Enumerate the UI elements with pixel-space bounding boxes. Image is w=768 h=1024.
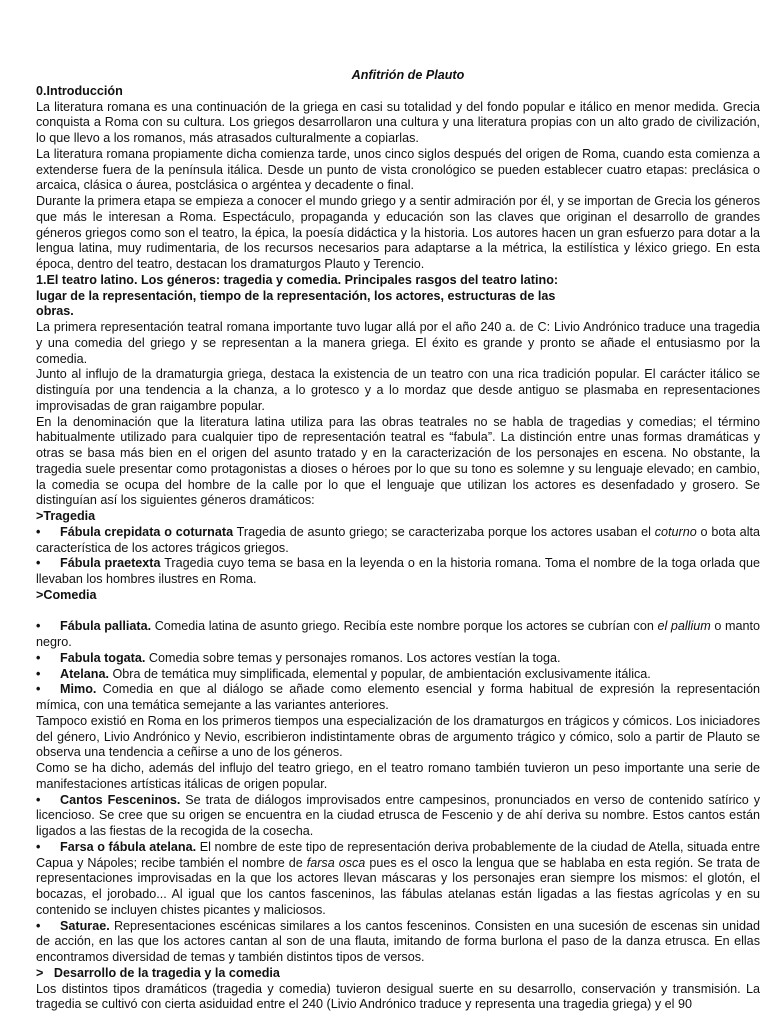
list-item-atelana-farsa: [36, 840, 760, 919]
list-item-praetexta: [36, 556, 760, 588]
section-heading-teatro-latino-line2: lugar de la representación, tiempo de la representación, los actores, estructuras de las: [36, 288, 556, 303]
term: Saturae.: [60, 918, 110, 933]
list-item-fesceninos: [36, 793, 760, 840]
list-item-mimo: [36, 682, 760, 714]
section-heading-introduccion: 0.Introducción: [36, 83, 123, 98]
definition: El nombre de este tipo de representación deriva probablemente de la ciudad de Atella, situada entre Capua y Nápoles; recibe también el nombre de: [36, 839, 760, 870]
emphasis: el pallium: [657, 619, 711, 634]
paragraph: En la denominación que la literatura latina utiliza para las obras teatrales no se habla de tragedias y comedias; el término habitualmente utilizado para cualquier tipo de representación teatral es “fabula”. La distinción entre unas formas dramáticas y otras se basa más bien en el origen del asunto tratado y en la caracterización de los personajes en escena. No obstante, la tragedia suele presentar como protagonistas a dioses o héroes por lo que su tono es solemne y su lenguaje elevado; en cambio, la comedia se ocupa del hombre de la calle por lo que el lenguaje que utilizan los actores es desenfadado y grosero. Se distinguían así los siguientes géneros dramáticos:: [36, 414, 760, 508]
paragraph: La literatura romana es una continuación de la griega en casi su totalidad y del fondo popular e itálico en menor medida. Grecia conquista a Roma con su cultura. Los griegos desarrollaron una cultura y una literatura propias con un alto grado de civilización, lo que llevo a los romanos, más atrasados culturalmente a copiarlas.: [36, 99, 760, 145]
bullet-icon: •: [36, 792, 41, 807]
term: Fábula crepidata o coturnata: [60, 524, 234, 539]
definition: Representaciones escénicas similares a los cantos fesceninos. Consisten en una sucesión de escenas sin unidad de acción, en las que los actores cantan al son de una flauta, imitando de forma burlona el paso de la danza etrusca. En ellas encontramos diversidad de temas y también distintos tipos de versos.: [36, 918, 760, 964]
list-item-palliata: [36, 619, 760, 651]
blank-line: [36, 604, 760, 620]
definition: o manto negro.: [36, 619, 761, 649]
list-item-atelana: [36, 667, 760, 683]
paragraph: Durante la primera etapa se empieza a conocer el mundo griego y a sentir admiración por él, y se importan de Grecia los géneros que más le interesan a Roma. Espectáculo, propaganda y educación son las claves que originan el desarrollo de grandes géneros griegos como son el teatro, la épica, la poesía didáctica y la historia. Los autores hacen un gran esfuerzo para dotar a la lengua latina, muy rudimentaria, de los recursos necesarios para adaptarse a la métrica, la estilística y léxico griego. En esta época, dentro del teatro, destacan los dramaturgos Plauto y Terencio.: [36, 194, 760, 271]
list-item-crepidata: [36, 525, 760, 557]
document-title: Anfitrión de Plauto: [351, 68, 465, 82]
term: Farsa o fábula atelana.: [60, 839, 197, 854]
list-item-togata: [36, 651, 760, 667]
paragraph: La literatura romana propiamente dicha comienza tarde, unos cinco siglos después del origen de Roma, cuando esta comienza a extenderse fuera de la península itálica. Desde un punto de vista cronológico se pueden establecer cuatro etapas: preclásica o arcaica, clásica o áurea, postclásica o argéntea y decadente o final.: [36, 146, 760, 193]
definition: Tragedia cuyo tema se basa en la leyenda o en la historia romana. Toma el nombre de la toga orlada que llevaban los hombres ilustres en Roma.: [36, 556, 760, 586]
term: Fábula palliata.: [60, 619, 152, 634]
term: Fábula praetexta: [60, 556, 161, 571]
paragraph: Los distintos tipos dramáticos (tragedia y comedia) tuvieron desigual suerte en su desarrollo, conservación y transmisión. La tragedia se cultivó con cierta asiduidad entre el 240 (Livio Andrónico traduce y representa una tragedia griega) y el 90: [36, 981, 760, 1012]
bullet-icon: •: [36, 619, 41, 634]
paragraph: La primera representación teatral romana importante tuvo lugar allá por el año 240 a. de C: Livio Andrónico traduce una tragedia y una comedia del griego y se representan a la manera griega. El éxito es grande y pronto se añade el entusiasmo por la comedia.: [36, 320, 760, 366]
paragraph: Junto al influjo de la dramaturgia griega, destaca la existencia de un teatro con una rica tradición popular. El carácter itálico se distinguía por una tendencia a la chanza, a lo grotesco y a lo mordaz que desde antiguo se plasmaba en representaciones improvisadas de gran raigambre popular.: [36, 367, 760, 413]
bullet-icon: •: [36, 682, 41, 697]
term: Fabula togata.: [60, 650, 146, 665]
emphasis: coturno: [654, 524, 697, 539]
bullet-icon: •: [36, 650, 41, 665]
list-item-saturae: [36, 919, 760, 966]
emphasis: farsa osca: [306, 855, 366, 870]
paragraph: Como se ha dicho, además del influjo del teatro griego, en el teatro romano también tuvieron un peso importante una serie de manifestaciones artísticas itálicas de origen popular.: [36, 761, 760, 791]
document-page: [36, 68, 760, 1013]
subheading-desarrollo: > Desarrollo de la tragedia y la comedia: [36, 965, 280, 980]
section-heading-teatro-latino-line1: 1.El teatro latino. Los géneros: tragedia y comedia. Principales rasgos del teatro latino:: [36, 272, 559, 287]
definition: Se trata de diálogos improvisados entre campesinos, pronunciados en verso de contenido satírico y licencioso. Se cree que su origen se encuentra en la ciudad etrusca de Fescenio y de ahí deriva su nombre. Estos cantos están ligados a las fiestas de la recogida de la cosecha.: [36, 792, 760, 838]
definition: Tragedia de asunto griego; se caracterizaba porque los actores usaban el: [233, 524, 655, 539]
definition: Comedia en que al diálogo se añade como elemento esencial y forma habitual de expresión la representación mímica, con una temática semejante a las variantes anteriores.: [36, 682, 760, 712]
bullet-icon: •: [36, 524, 41, 539]
bullet-icon: •: [36, 918, 41, 933]
bullet-icon: •: [36, 666, 41, 681]
subheading-tragedia: >Tragedia: [36, 509, 96, 523]
definition: pues es el osco la lengua que se hablaba en esta región. Se trata de representaciones improvisadas en la que los actores llevan máscaras y los personajes eran siempre los mismos: el glotón, el bocazas, el jorobado... Al igual que los cantos fasceninos, las fábulas atelanas están ligadas a las fiestas agrícolas y en su contenido se incluyen chistes picantes y maliciosos.: [36, 855, 760, 917]
term: Mimo.: [60, 682, 97, 697]
bullet-icon: •: [36, 556, 41, 571]
paragraph: Tampoco existió en Roma en los primeros tiempos una especialización de los dramaturgos en trágicos y cómicos. Los iniciadores del género, Livio Andrónico y Nevio, escribieron indistintamente obras de argumento trágico y cómico, solo a partir de Plauto se observa una tendencia a ceñirse a uno de los géneros.: [36, 713, 760, 760]
definition: o bota alta característica de los actores trágicos griegos.: [36, 524, 760, 555]
definition: Comedia sobre temas y personajes romanos. Los actores vestían la toga.: [145, 650, 561, 665]
definition: Comedia latina de asunto griego. Recibía este nombre porque los actores se cubrían con: [151, 619, 658, 634]
term: Cantos Fesceninos.: [60, 792, 181, 807]
definition: Obra de temática muy simplificada, elemental y popular, de ambientación exclusivamente itálica.: [109, 666, 651, 681]
term: Atelana.: [60, 666, 109, 681]
section-heading-teatro-latino-line3: obras.: [36, 304, 74, 319]
subheading-comedia: >Comedia: [36, 587, 97, 602]
bullet-icon: •: [36, 839, 41, 854]
